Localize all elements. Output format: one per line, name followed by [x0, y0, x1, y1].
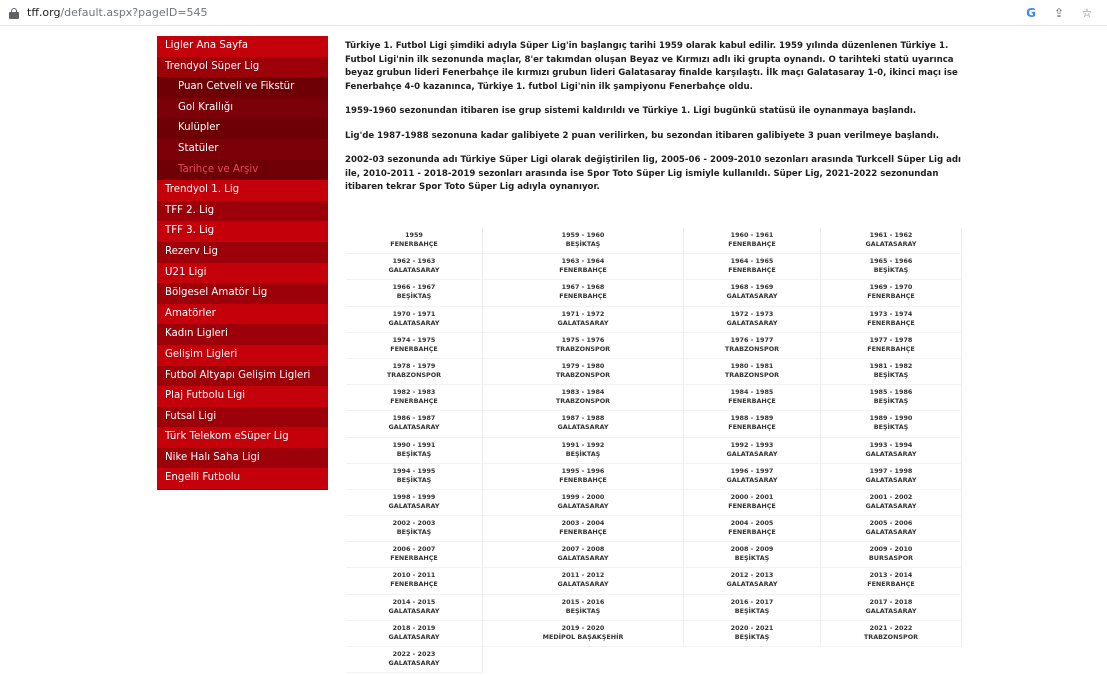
- champion-cell: [684, 385, 821, 411]
- champion-cell: [483, 464, 684, 490]
- champion-cell: [483, 359, 684, 385]
- season-label: 2014 - 2015: [392, 597, 436, 606]
- season-label: 1962 - 1963: [392, 257, 436, 266]
- champion-cell: [346, 490, 483, 516]
- champion-team: GALATASARAY: [388, 501, 440, 510]
- season-label: 1964 - 1965: [730, 257, 774, 266]
- champion-cell: [346, 438, 483, 464]
- season-label: 2009 - 2010: [869, 545, 913, 554]
- url-text[interactable]: [27, 6, 208, 19]
- season-label: 2019 - 2020: [561, 623, 605, 632]
- champion-cell: [346, 307, 483, 333]
- champion-cell: [821, 254, 962, 280]
- champion-cell: [821, 542, 962, 568]
- champion-team: FENERBAHÇE: [728, 501, 776, 510]
- champion-cell: [483, 333, 684, 359]
- champion-team: GALATASARAY: [388, 632, 440, 641]
- champion-team: TRABZONSPOR: [863, 632, 919, 641]
- champion-team: GALATASARAY: [388, 659, 440, 667]
- champion-team: GALATASARAY: [388, 423, 440, 432]
- season-label: 1990 - 1991: [392, 440, 436, 449]
- season-label: 1991 - 1992: [561, 440, 605, 449]
- history-text: [345, 40, 965, 206]
- sidebar-item-amat-rler[interactable]: Amatörler: [157, 304, 328, 325]
- champion-team: BEŞİKTAŞ: [396, 475, 432, 484]
- season-label: 2011 - 2012: [561, 571, 605, 580]
- season-label: 1982 - 1983: [392, 388, 436, 397]
- sidebar-item-futsal-ligi[interactable]: Futsal Ligi: [157, 407, 328, 428]
- browser-action-icons: [1023, 4, 1095, 22]
- champion-team: BEŞİKTAŞ: [565, 240, 601, 248]
- champion-cell: [684, 621, 821, 647]
- champion-team: TRABZONSPOR: [724, 344, 780, 353]
- season-label: 1984 - 1985: [730, 388, 774, 397]
- sidebar-item-b-lgesel-amat-r-lig[interactable]: Bölgesel Amatör Lig: [157, 283, 328, 304]
- season-label: 1981 - 1982: [869, 361, 913, 370]
- sidebar-item-geli-im-ligleri[interactable]: Gelişim Ligleri: [157, 345, 328, 366]
- champion-cell: [684, 411, 821, 437]
- champion-cell: [483, 621, 684, 647]
- champion-cell: [684, 333, 821, 359]
- champion-cell: [483, 542, 684, 568]
- champion-team: GALATASARAY: [557, 580, 609, 589]
- champion-cell: [684, 254, 821, 280]
- champion-team: BEŞİKTAŞ: [873, 266, 909, 275]
- champion-team: GALATASARAY: [726, 292, 778, 301]
- champion-team: GALATASARAY: [726, 449, 778, 458]
- champion-cell: [346, 464, 483, 490]
- champion-cell: [346, 333, 483, 359]
- champion-team: FENERBAHÇE: [390, 580, 438, 589]
- champion-cell: [483, 411, 684, 437]
- champion-team: FENERBAHÇE: [390, 344, 438, 353]
- champion-cell: [346, 385, 483, 411]
- season-label: 1995 - 1996: [561, 466, 605, 475]
- season-label: 2001 - 2002: [869, 492, 913, 501]
- champion-team: BEŞİKTAŞ: [734, 554, 770, 563]
- season-label: 1971 - 1972: [561, 309, 605, 318]
- champion-team: BEŞİKTAŞ: [873, 370, 909, 379]
- champion-cell: [483, 228, 684, 254]
- sidebar-item-kul-pler[interactable]: Kulüpler: [157, 118, 328, 139]
- season-label: 1994 - 1995: [392, 466, 436, 475]
- champion-cell: [821, 621, 962, 647]
- season-label: 2020 - 2021: [730, 623, 774, 632]
- champion-team: FENERBAHÇE: [728, 423, 776, 432]
- champion-team: BEŞİKTAŞ: [734, 606, 770, 615]
- champion-team: GALATASARAY: [865, 528, 917, 537]
- champion-cell: [483, 307, 684, 333]
- champion-cell: [483, 438, 684, 464]
- champion-cell: [821, 464, 962, 490]
- champion-cell: [684, 359, 821, 385]
- champion-cell: [483, 595, 684, 621]
- sidebar-item-tff-3-lig[interactable]: TFF 3. Lig: [157, 221, 328, 242]
- champion-cell: [684, 490, 821, 516]
- history-paragraph: Türkiye 1. Futbol Ligi şimdiki adıyla Süper Lig'in başlangıç tarihi 1959 olarak kabul edilir. 1959 yılında düzenlenen Türkiye 1. Futbol Ligi'nin ilk sezonunda maçlar, 8'er takımdan oluşan Beyaz ve Kırmızı adlı iki grupta oynandı. O tarihteki statü uyarınca beyaz grubun lideri Fenerbahçe ile kırmızı grubun lideri Galatasaray finalde karşılaştı. İlk maçı Galatasaray 1-0, ikinci maçı ise Fenerbahçe 4-0 kazanınca, Türkiye 1. futbol Ligi'nin ilk şampiyonu Fenerbahçe oldu.: [345, 41, 958, 92]
- champion-team: TRABZONSPOR: [724, 370, 780, 379]
- google-icon[interactable]: G: [1026, 6, 1036, 20]
- champion-team: BEŞİKTAŞ: [873, 423, 909, 432]
- sidebar-item-rezerv-lig[interactable]: Rezerv Lig: [157, 242, 328, 263]
- champion-team: GALATASARAY: [865, 501, 917, 510]
- season-label: 1980 - 1981: [730, 361, 774, 370]
- champion-team: FENERBAHÇE: [867, 318, 915, 327]
- season-label: 1999 - 2000: [561, 492, 605, 501]
- sidebar-item-ligler-ana-sayfa[interactable]: Ligler Ana Sayfa: [157, 36, 328, 57]
- champion-team: FENERBAHÇE: [390, 554, 438, 563]
- champion-team: BEŞİKTAŞ: [873, 397, 909, 406]
- champion-team: TRABZONSPOR: [555, 370, 611, 379]
- champion-cell: [346, 621, 483, 647]
- champion-cell: [684, 516, 821, 542]
- champion-team: FENERBAHÇE: [559, 292, 607, 301]
- champion-cell: [684, 568, 821, 594]
- season-label: 2003 - 2004: [561, 519, 605, 528]
- champion-team: GALATASARAY: [557, 501, 609, 510]
- champion-cell: [483, 280, 684, 306]
- season-label: 1959 - 1960: [561, 231, 605, 239]
- season-label: 2007 - 2008: [561, 545, 605, 554]
- champions-table: [346, 228, 962, 673]
- champion-cell: [684, 595, 821, 621]
- season-label: 2008 - 2009: [730, 545, 774, 554]
- champion-team: GALATASARAY: [726, 318, 778, 327]
- champion-cell: [483, 490, 684, 516]
- champion-cell: [684, 542, 821, 568]
- champion-team: TRABZONSPOR: [386, 370, 442, 379]
- sidebar-item-trendyol-s-per-lig[interactable]: Trendyol Süper Lig: [157, 57, 328, 78]
- season-label: 1985 - 1986: [869, 388, 913, 397]
- champion-cell: [346, 228, 483, 254]
- champion-team: FENERBAHÇE: [559, 475, 607, 484]
- season-label: 2000 - 2001: [730, 492, 774, 501]
- sidebar-item-futbol-altyap-geli-im-ligleri[interactable]: Futbol Altyapı Gelişim Ligleri: [157, 366, 328, 387]
- season-label: 2013 - 2014: [869, 571, 913, 580]
- season-label: 1978 - 1979: [392, 361, 436, 370]
- sidebar-item-puan-cetveli-ve-fikst-r[interactable]: Puan Cetveli ve Fikstür: [157, 77, 328, 98]
- season-label: 1966 - 1967: [392, 283, 436, 292]
- sidebar-item-u21-ligi[interactable]: U21 Ligi: [157, 263, 328, 284]
- champion-team: GALATASARAY: [726, 475, 778, 484]
- history-paragraph: 1959-1960 sezonundan itibaren ise grup sistemi kaldırıldı ve Türkiye 1. Ligi bugünkü statüsü ile oynanmaya başlandı.: [345, 106, 917, 116]
- season-label: 2017 - 2018: [869, 597, 913, 606]
- champion-cell: [684, 280, 821, 306]
- season-label: 1989 - 1990: [869, 414, 913, 423]
- champion-team: GALATASARAY: [557, 318, 609, 327]
- champion-cell: [821, 411, 962, 437]
- season-label: 2022 - 2023: [392, 650, 436, 658]
- champion-team: GALATASARAY: [726, 580, 778, 589]
- champion-cell: [821, 280, 962, 306]
- season-label: 2016 - 2017: [730, 597, 774, 606]
- season-label: 1963 - 1964: [561, 257, 605, 266]
- season-label: 1996 - 1997: [730, 466, 774, 475]
- sidebar-item-plaj-futbolu-ligi[interactable]: Plaj Futbolu Ligi: [157, 386, 328, 407]
- star-icon[interactable]: ☆: [1081, 6, 1093, 20]
- champion-cell: [346, 647, 483, 673]
- league-sidebar-nav: [157, 36, 328, 490]
- champion-cell: [821, 490, 962, 516]
- champion-cell: [346, 280, 483, 306]
- champion-team: BEŞİKTAŞ: [734, 632, 770, 641]
- champion-team: FENERBAHÇE: [867, 292, 915, 301]
- season-label: 1988 - 1989: [730, 414, 774, 423]
- champion-team: BEŞİKTAŞ: [565, 449, 601, 458]
- season-label: 1970 - 1971: [392, 309, 436, 318]
- champion-cell: [821, 333, 962, 359]
- season-label: 1969 - 1970: [869, 283, 913, 292]
- season-label: 1961 - 1962: [869, 231, 913, 239]
- champion-cell: [821, 307, 962, 333]
- share-icon[interactable]: ⇪: [1053, 6, 1065, 20]
- champion-team: FENERBAHÇE: [390, 240, 438, 248]
- season-label: 1986 - 1987: [392, 414, 436, 423]
- season-label: 1998 - 1999: [392, 492, 436, 501]
- champion-team: FENERBAHÇE: [728, 240, 776, 248]
- champion-team: BEŞİKTAŞ: [396, 528, 432, 537]
- champion-team: FENERBAHÇE: [728, 528, 776, 537]
- champion-cell: [346, 595, 483, 621]
- champion-cell: [821, 568, 962, 594]
- champion-team: BEŞİKTAŞ: [565, 606, 601, 615]
- season-label: 1975 - 1976: [561, 335, 605, 344]
- sidebar-item-stat-ler[interactable]: Statüler: [157, 139, 328, 160]
- champion-team: GALATASARAY: [557, 554, 609, 563]
- champion-team: FENERBAHÇE: [559, 266, 607, 275]
- season-label: 1977 - 1978: [869, 335, 913, 344]
- season-label: 2015 - 2016: [561, 597, 605, 606]
- sidebar-item-trendyol-1-lig[interactable]: Trendyol 1. Lig: [157, 180, 328, 201]
- champion-team: GALATASARAY: [388, 266, 440, 275]
- season-label: 1967 - 1968: [561, 283, 605, 292]
- season-label: 2002 - 2003: [392, 519, 436, 528]
- champion-team: GALATASARAY: [388, 606, 440, 615]
- champion-cell: [483, 568, 684, 594]
- champion-cell: [346, 568, 483, 594]
- season-label: 1968 - 1969: [730, 283, 774, 292]
- season-label: 2006 - 2007: [392, 545, 436, 554]
- champion-team: GALATASARAY: [865, 449, 917, 458]
- champion-cell: [483, 385, 684, 411]
- champion-team: GALATASARAY: [865, 475, 917, 484]
- champion-team: FENERBAHÇE: [559, 528, 607, 537]
- season-label: 1992 - 1993: [730, 440, 774, 449]
- champion-team: TRABZONSPOR: [555, 344, 611, 353]
- champion-team: GALATASARAY: [865, 240, 917, 248]
- season-label: 1960 - 1961: [730, 231, 774, 239]
- sidebar-item-tarih-e-ve-ar-iv[interactable]: Tarihçe ve Arşiv: [157, 160, 328, 181]
- season-label: 1983 - 1984: [561, 388, 605, 397]
- sidebar-item-gol-krall[interactable]: Gol Krallığı: [157, 98, 328, 119]
- season-label: 1987 - 1988: [561, 414, 605, 423]
- champion-team: GALATASARAY: [557, 423, 609, 432]
- champion-cell: [684, 464, 821, 490]
- champion-team: TRABZONSPOR: [555, 397, 611, 406]
- champion-cell: [483, 254, 684, 280]
- sidebar-item-t-rk-telekom-es-per-lig[interactable]: Türk Telekom eSüper Lig: [157, 427, 328, 448]
- champion-team: FENERBAHÇE: [390, 397, 438, 406]
- season-label: 1973 - 1974: [869, 309, 913, 318]
- champion-cell: [684, 307, 821, 333]
- champion-cell: [346, 254, 483, 280]
- champion-team: GALATASARAY: [865, 606, 917, 615]
- champion-cell: [346, 411, 483, 437]
- champion-team: FENERBAHÇE: [867, 580, 915, 589]
- season-label: 1979 - 1980: [561, 361, 605, 370]
- season-label: 2010 - 2011: [392, 571, 436, 580]
- season-label: 2021 - 2022: [869, 623, 913, 632]
- champion-cell: [684, 228, 821, 254]
- champion-cell: [483, 516, 684, 542]
- history-paragraph: 2002-03 sezonunda adı Türkiye Süper Ligi olarak değiştirilen lig, 2005-06 - 2009-2010 sezonları arasında Turkcell Süper Lig adı ile, 2010-2011 - 2018-2019 sezonları arasında ise Spor Toto Süper Lig ismiyle kullanıldı. Süper Lig, 2021-2022 sezonundan itibaren tekrar Spor Toto Süper Lig adıyla oynanıyor.: [345, 155, 961, 192]
- season-label: 2012 - 2013: [730, 571, 774, 580]
- season-label: 1959: [405, 231, 423, 239]
- champion-cell: [684, 438, 821, 464]
- champion-team: FENERBAHÇE: [867, 344, 915, 353]
- lock-icon[interactable]: [9, 8, 19, 18]
- season-label: 1974 - 1975: [392, 335, 436, 344]
- champion-team: FENERBAHÇE: [728, 397, 776, 406]
- browser-address-bar: [0, 0, 1107, 26]
- champion-cell: [821, 359, 962, 385]
- season-label: 1993 - 1994: [869, 440, 913, 449]
- champion-team: BURSASPOR: [868, 554, 914, 563]
- champion-cell: [821, 595, 962, 621]
- champion-cell: [821, 516, 962, 542]
- season-label: 2004 - 2005: [730, 519, 774, 528]
- url-host: tff.org: [27, 6, 61, 19]
- history-paragraph: Lig'de 1987-1988 sezonuna kadar galibiyete 2 puan verilirken, bu sezondan itibaren galibiyete 3 puan verilmeye başlandı.: [345, 130, 940, 141]
- season-label: 1976 - 1977: [730, 335, 774, 344]
- champion-team: MEDİPOL BAŞAKŞEHİR: [542, 632, 624, 641]
- champion-cell: [821, 385, 962, 411]
- season-label: 2018 - 2019: [392, 623, 436, 632]
- sidebar-item-kad-n-ligleri[interactable]: Kadın Ligleri: [157, 324, 328, 345]
- season-label: 1997 - 1998: [869, 466, 913, 475]
- season-label: 1972 - 1973: [730, 309, 774, 318]
- champion-cell: [821, 228, 962, 254]
- sidebar-item-engelli-futbolu[interactable]: Engelli Futbolu: [157, 468, 328, 489]
- champion-team: FENERBAHÇE: [728, 266, 776, 275]
- champion-cell: [346, 542, 483, 568]
- season-label: 2005 - 2006: [869, 519, 913, 528]
- season-label: 1965 - 1966: [869, 257, 913, 266]
- champion-cell: [346, 359, 483, 385]
- champion-cell: [821, 438, 962, 464]
- champion-team: BEŞİKTAŞ: [396, 292, 432, 301]
- url-path: /default.aspx?pageID=545: [60, 6, 208, 19]
- sidebar-item-tff-2-lig[interactable]: TFF 2. Lig: [157, 201, 328, 222]
- champion-team: GALATASARAY: [388, 318, 440, 327]
- sidebar-item-nike-hal-saha-ligi[interactable]: Nike Halı Saha Ligi: [157, 448, 328, 469]
- champion-team: BEŞİKTAŞ: [396, 449, 432, 458]
- champion-cell: [346, 516, 483, 542]
